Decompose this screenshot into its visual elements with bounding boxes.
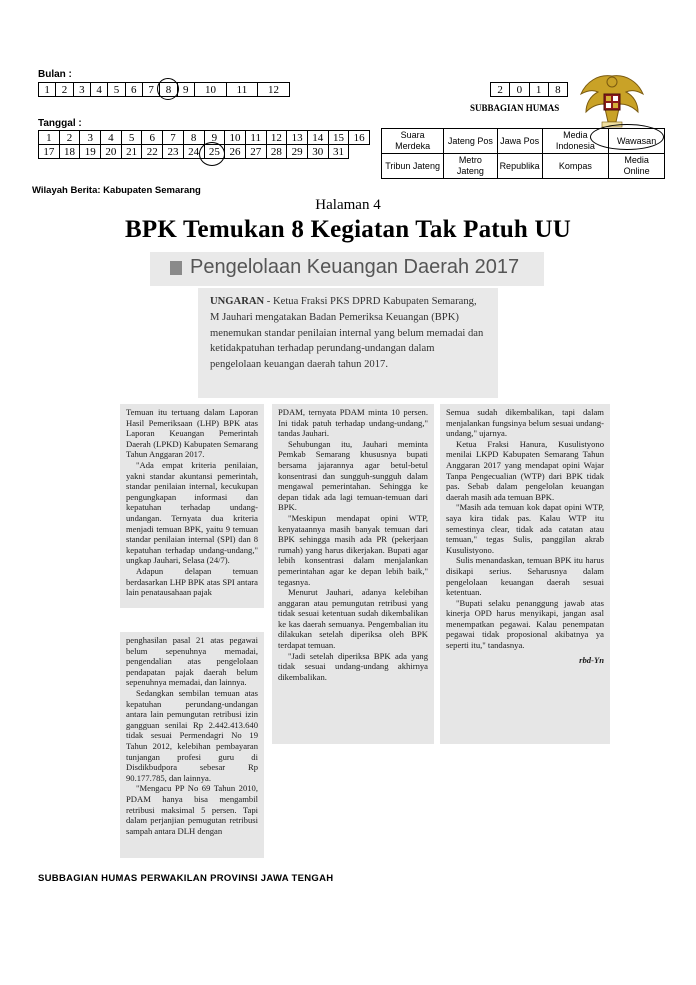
year-digit-cell: 2 xyxy=(491,83,510,97)
date-cell: 28 xyxy=(266,145,287,159)
date-cell: 27 xyxy=(245,145,266,159)
month-cell: 1 xyxy=(39,83,56,97)
newspaper-cell: Tribun Jateng xyxy=(382,154,444,179)
month-cell: 3 xyxy=(73,83,90,97)
month-cell: 4 xyxy=(90,83,107,97)
month-cell: 10 xyxy=(194,83,226,97)
month-cell: 11 xyxy=(226,83,257,97)
col2-paragraph: Menurut Jauhari, adanya kelebihan anggaran atau pemungutan retribusi yang tidak sesuai ketentuan sudah dikembalikan ke kas daerah semuanya. Pengembalian itu dilakukan setelah diperiksa oleh BPK terdapat temuan. xyxy=(278,587,428,651)
date-cell: 15 xyxy=(328,131,349,145)
date-cell: 11 xyxy=(245,131,266,145)
dateline: UNGARAN xyxy=(210,296,265,307)
month-cell: 7 xyxy=(142,83,159,97)
section-banner xyxy=(150,252,544,286)
newspaper-cell: Wawasan xyxy=(609,129,665,154)
col3-paragraph: Semua sudah dikembalikan, tapi dalam menjalankan fungsinya belum sesuai undang-undang," ujarnya. xyxy=(446,407,604,439)
newspaper-cell: Suara Merdeka xyxy=(382,129,444,154)
date-cell: 31 xyxy=(328,145,349,159)
date-cell: 24 xyxy=(183,145,204,159)
date-cell: 14 xyxy=(307,131,328,145)
date-cell: 26 xyxy=(225,145,246,159)
subbagian-humas-label: SUBBAGIAN HUMAS xyxy=(470,103,560,113)
col2-paragraph: "Jadi setelah diperiksa BPK ada yang tidak sesuai undang-undang akhirnya dikembalikan. xyxy=(278,650,428,682)
newspaper-cell: Media Online xyxy=(609,154,665,179)
garuda-emblem-icon xyxy=(578,68,646,130)
year-digit-cell: 0 xyxy=(510,83,529,97)
date-cell: 9 xyxy=(204,131,225,145)
date-cell: 10 xyxy=(225,131,246,145)
article-headline: BPK Temukan 8 Kegiatan Tak Patuh UU xyxy=(124,216,571,243)
article-column-2 xyxy=(272,404,434,744)
date-cell: 5 xyxy=(121,131,142,145)
lead-box xyxy=(198,288,498,398)
newspaper-cell: Jateng Pos xyxy=(444,129,497,154)
date-cell: 18 xyxy=(59,145,80,159)
col3-paragraph: Ketua Fraksi Hanura, Kusulistyono menilai LKPD Kabupaten Semarang Tahun Anggaran 2017 yang mendapat opini Wajar Tanpa Pengecualian (WTP) dari BPK tidak pas. Sebab dalam pengelolan keuangan daerah masih ada temuan BPK. xyxy=(446,438,604,502)
date-cell: 8 xyxy=(183,131,204,145)
col1-paragraph: "Ada empat kriteria penilaian, yakni standar akuntansi pemerintah, standar penilaian internal, kecukupan pengungkapan informasi dan kepatuhan terhadap undang-undangan. Ternyata dua kriteria menjadi temuan BPK, yaitu 9 temuan standar penilaian internal (SPI) dan 8 kepatuhan terhadap undang-undang," ungkap Jauhari, Selasa (24/7). xyxy=(126,459,258,566)
lead-paragraph xyxy=(198,288,498,379)
month-cell: 8 xyxy=(160,83,177,97)
section-title: Pengelolaan Keuangan Daerah 2017 xyxy=(190,256,520,278)
col3-paragraph: Sulis menandaskan, temuan BPK itu harus disikapi serius. Seharusnya dalam pengelolaan keuangan daerah sesuai ketentuan. xyxy=(446,555,604,598)
date-cell: 25 xyxy=(204,145,225,159)
month-cell: 5 xyxy=(108,83,125,97)
col3-paragraph: "Masih ada temuan kok dapat opini WTP, saya kira tidak pas. Kalau WTP itu semestinya clear, tidak ada catatan atau temuan," tegas Sulis, panggilan akrab Kusulistyono. xyxy=(446,502,604,555)
bulan-label: Bulan : xyxy=(38,69,72,80)
newspaper-cell: Jawa Pos xyxy=(497,129,542,154)
footer-text: SUBBAGIAN HUMAS PERWAKILAN PROVINSI JAWA TENGAH xyxy=(38,873,334,884)
page-number: Halaman 4 xyxy=(315,197,381,213)
date-cell: 6 xyxy=(142,131,163,145)
date-cell: 12 xyxy=(266,131,287,145)
date-cell: 19 xyxy=(80,145,101,159)
article-column-1 xyxy=(120,404,264,608)
byline: rbd-Yn xyxy=(579,654,604,665)
date-cell: 1 xyxy=(39,131,60,145)
date-cell: 22 xyxy=(142,145,163,159)
col3-paragraph: "Bupati selaku penanggung jawab atas kinerja OPD harus menyikapi, jangan asal menempatkan pegawai. Kalau penempatan pegawai tidak proposional akibatnya ya seperti itu," tandasnya. xyxy=(446,597,604,651)
date-cell: 29 xyxy=(287,145,308,159)
date-cell: 7 xyxy=(163,131,184,145)
year-digit-cell: 8 xyxy=(548,83,567,97)
year-grid xyxy=(490,82,568,97)
date-cell: 16 xyxy=(349,131,370,145)
tanggal-label: Tanggal : xyxy=(38,118,82,129)
col1b-paragraph: Sedangkan sembilan temuan atas kepatuhan perundang-undangan antara lain pemungutan retribusi izin gangguan senilai Rp 2.442.413.640 tidak sesuai Permendagri No 19 Tahun 2012, kelebihan pembayaran tunjangan profesi guru di Disdikbudpora sebesar Rp 90.177.785, dan lainnya. xyxy=(126,687,258,783)
paper-selection-circle xyxy=(590,124,664,150)
date-cell: 17 xyxy=(39,145,60,159)
col1-paragraph: Adapun delapan temuan berdasarkan LHP BPK atas SPI antara lain penatausahaan pajak xyxy=(126,565,258,598)
newspaper-cell: Republika xyxy=(497,154,542,179)
newspaper-cell: Media Indonesia xyxy=(542,129,609,154)
col1-paragraph: Temuan itu tertuang dalam Laporan Hasil Pemeriksaan (LHP) BPK atas Laporan Keuangan Pemerintah Daerah (LPKD) Kabupaten Semarang Tahun Anggaran 2017. xyxy=(126,407,258,460)
date-cell: 2 xyxy=(59,131,80,145)
month-cell: 2 xyxy=(56,83,73,97)
date-cell: 30 xyxy=(307,145,328,159)
month-selection-circle xyxy=(157,78,179,100)
col1b-paragraph: penghasilan pasal 21 atas pegawai belum sepenuhnya memadai, pengendalian atas pengelolaan pendapatan pajak daerah belum sepenuhnya memadai, dan lainnya. xyxy=(126,635,258,688)
col2-paragraph: "Meskipun mendapat opini WTP, kenyataannya masih banyak temuan dari BPK sehingga masih ada PR (pekerjaan rumah) yang harus dikerjakan. Bupati agar lebih konsentrasi dalam menjalankan pemerintahan agar ke depan lebih baik," tegasnya. xyxy=(278,512,428,587)
date-selection-circle xyxy=(199,142,225,166)
month-cell: 6 xyxy=(125,83,142,97)
date-cell: 3 xyxy=(80,131,101,145)
newspaper-cell: Metro Jateng xyxy=(444,154,497,179)
year-digit-cell: 1 xyxy=(529,83,548,97)
newspaper-cell: Kompas xyxy=(542,154,609,179)
date-cell: 23 xyxy=(163,145,184,159)
wilayah-berita: Wilayah Berita: Kabupaten Semarang xyxy=(32,185,201,196)
date-cell: 20 xyxy=(101,145,122,159)
article-column-3 xyxy=(440,404,610,744)
article-column-1b xyxy=(120,632,264,858)
col1b-paragraph: "Mengacu PP No 69 Tahun 2010, PDAM hanya bisa mengambil retribusi maksimal 5 persen. Tapi dalam perjanjian pemugutan retribusi sampah antara DLH dengan xyxy=(126,783,258,836)
banner-square-icon xyxy=(170,261,182,275)
month-cell: 12 xyxy=(257,83,289,97)
lead-text: - Ketua Fraksi PKS DPRD Kabupaten Semarang, M Jauhari mengatakan Badan Pemeriksa Keuangan (BPK) menemukan standar penilaian internal yang belum memadai dan ketidakpatuhan terhadap perundang-undangan dalam pengelolaan keuangan daerah tahun 2017. xyxy=(210,296,484,371)
date-cell: 4 xyxy=(101,131,122,145)
col2-paragraph: PDAM, ternyata PDAM minta 10 persen. Ini tidak patuh terhadap undang-undang," tandas Jauhari. xyxy=(278,407,428,439)
date-cell: 13 xyxy=(287,131,308,145)
col2-paragraph: Sehubungan itu, Jauhari meminta Pemkab Semarang khususnya bupati bersama jajarannya agar betul-betul konsentrasi dan sungguh-sungguh dalam mengawal pemerintahan. Sehingga ke depan tidak ada lagi temuan-temuan dari BPK. xyxy=(278,438,428,513)
date-cell: 21 xyxy=(121,145,142,159)
month-cell: 9 xyxy=(177,83,194,97)
